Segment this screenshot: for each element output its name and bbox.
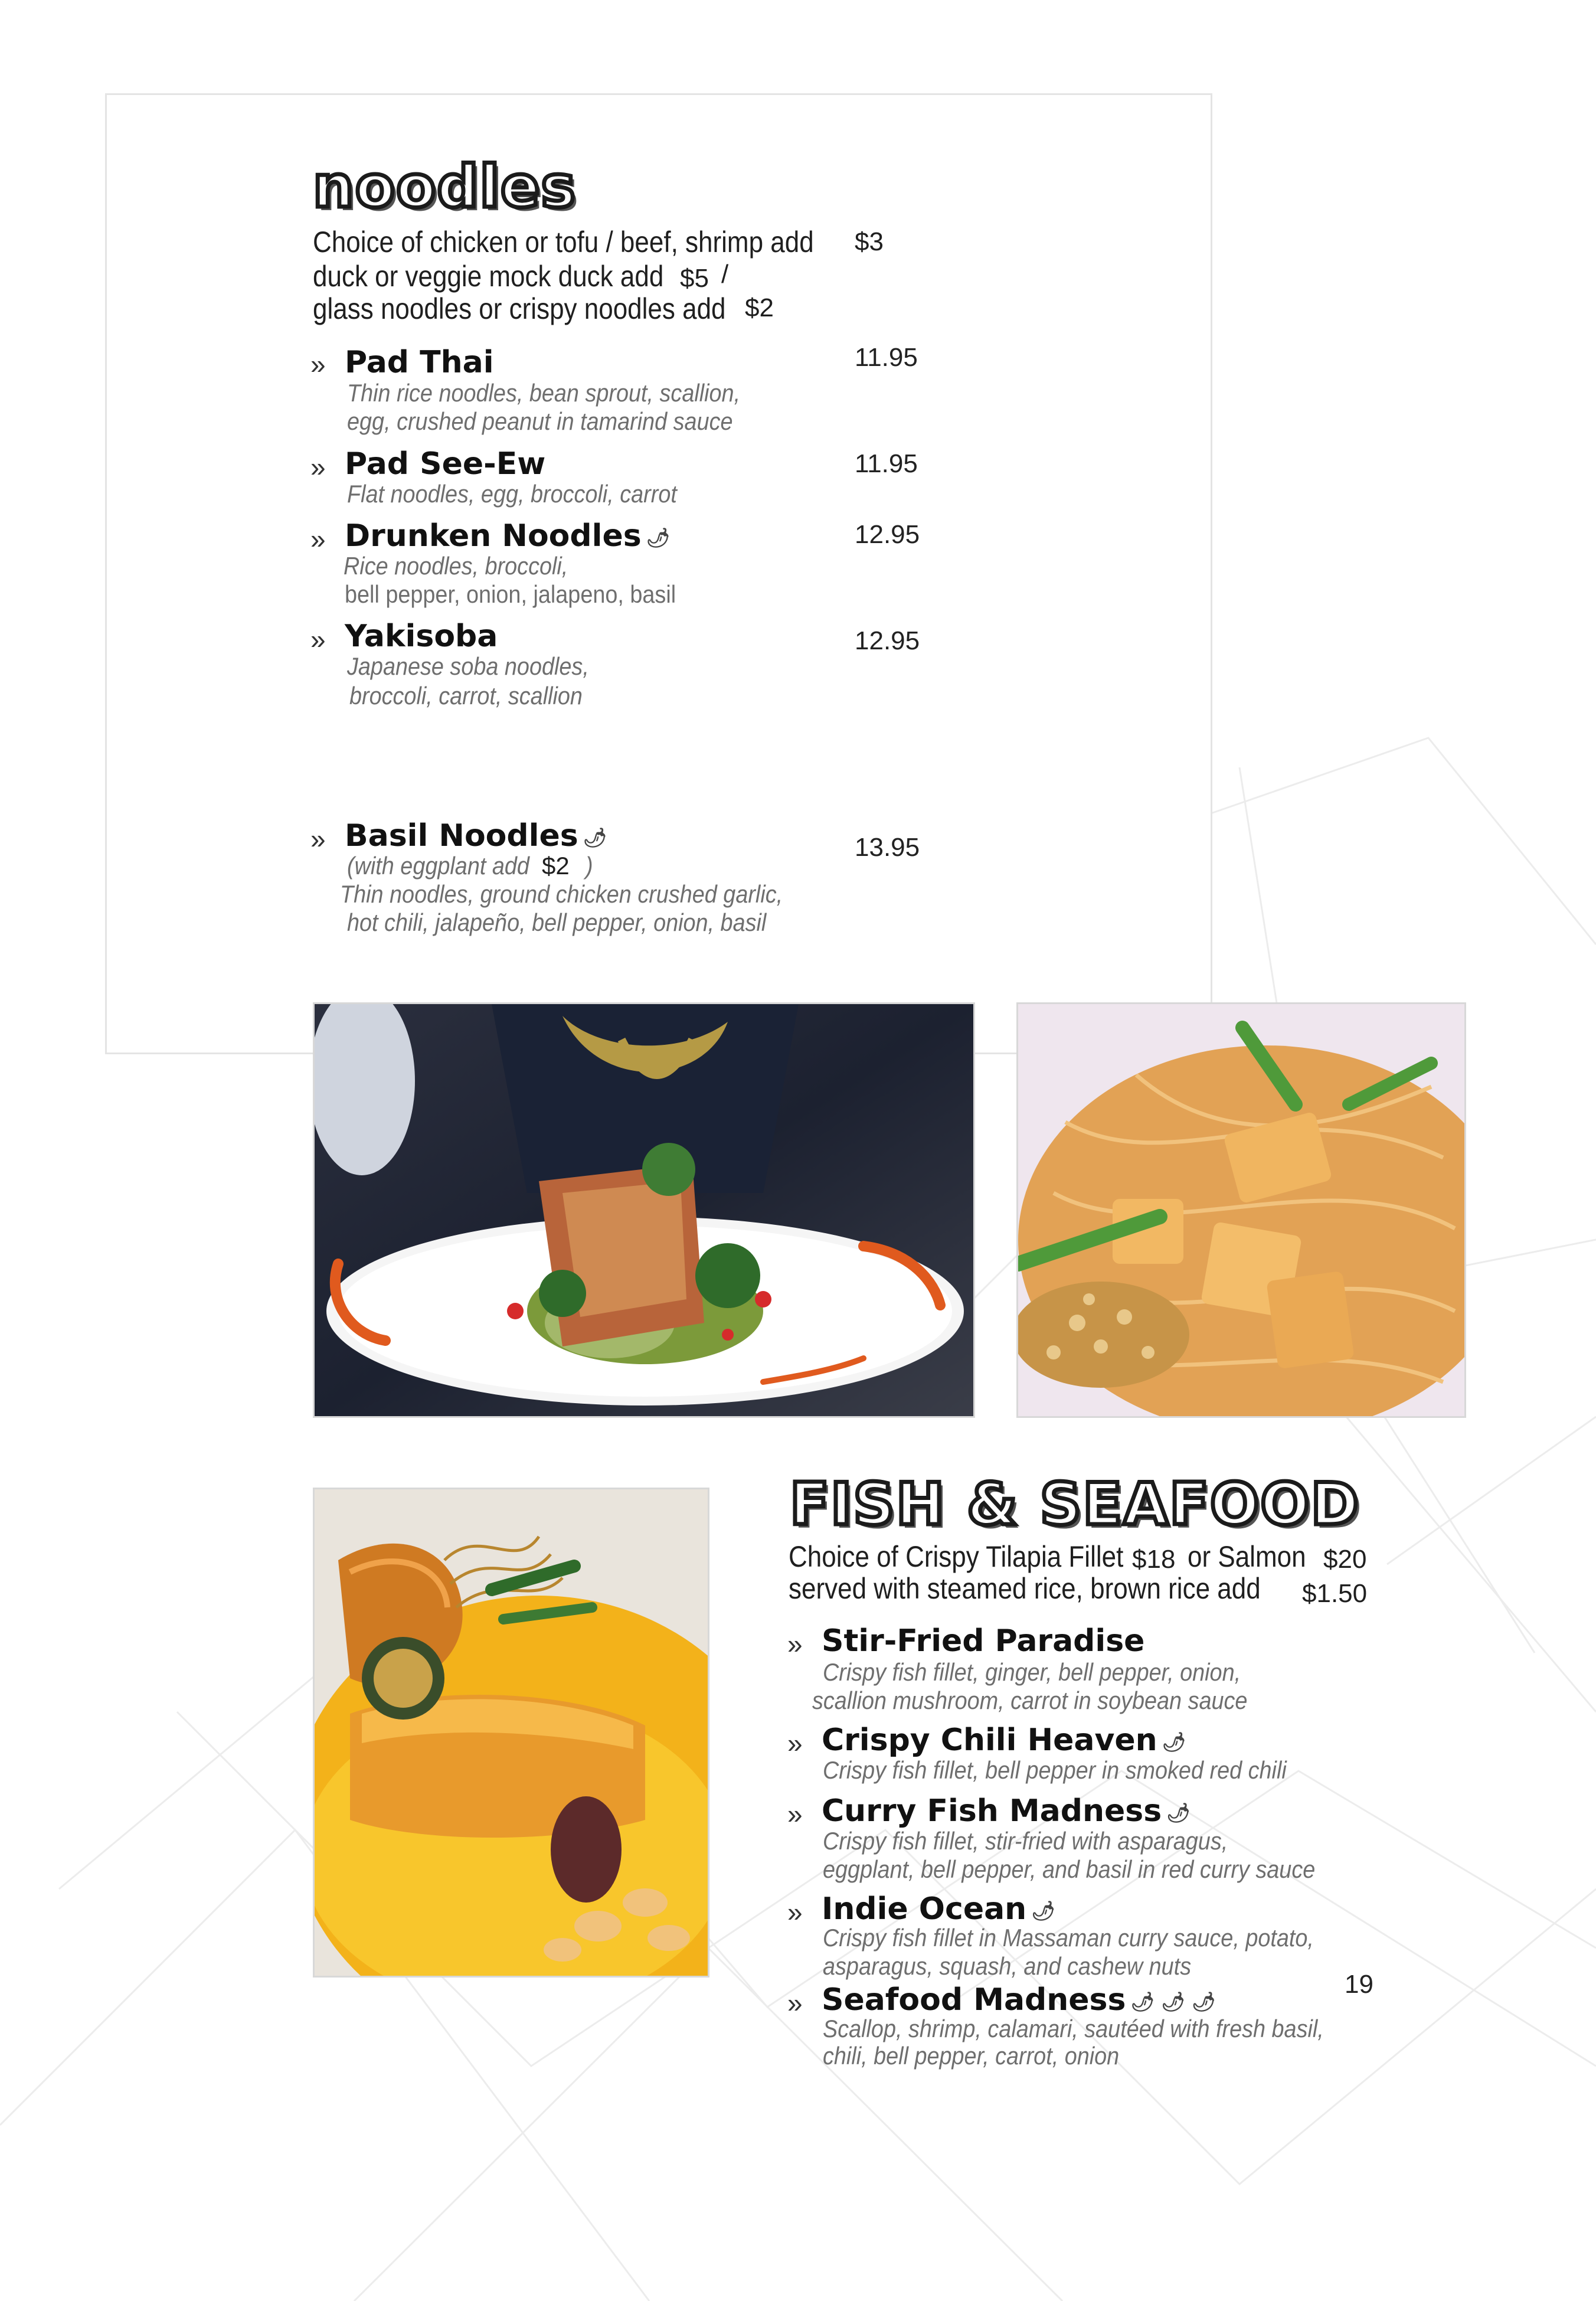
bullet-icon: » bbox=[787, 1897, 803, 1927]
menu-item-name-text: Basil Noodles bbox=[345, 818, 578, 854]
seafood-intro-price-b: $20 bbox=[1323, 1545, 1367, 1574]
bullet-icon: » bbox=[310, 524, 326, 554]
menu-item-description: bell pepper, onion, jalapeno, basil bbox=[345, 580, 676, 608]
menu-item-description: Crispy fish fillet in Massaman curry sauce, potato, bbox=[823, 1924, 1314, 1952]
menu-item-name: Yakisoba bbox=[345, 619, 498, 654]
noodles-title: noodles bbox=[313, 153, 577, 221]
menu-item-price: 13.95 bbox=[855, 833, 920, 862]
menu-item-name-text: Drunken Noodles bbox=[345, 518, 642, 554]
menu-item-description: eggplant, bell pepper, and basil in red curry sauce bbox=[823, 1855, 1316, 1883]
bullet-icon: » bbox=[310, 349, 326, 380]
menu-item-description: broccoli, carrot, scallion bbox=[349, 682, 583, 710]
menu-item-name bbox=[822, 1725, 1186, 1756]
menu-item-description: chili, bell pepper, carrot, onion bbox=[823, 2042, 1120, 2070]
menu-item-description: Scallop, shrimp, calamari, sautéed with fresh basil, bbox=[823, 2015, 1324, 2042]
menu-item-name-text: Seafood Madness bbox=[822, 1982, 1126, 2018]
menu-item-description: Thin rice noodles, bean sprout, scallion, bbox=[347, 379, 741, 407]
seafood-intro-line-1: Choice of Crispy Tilapia Fillet bbox=[789, 1540, 1124, 1573]
dish-photo-plated bbox=[313, 1002, 975, 1418]
menu-item-price: 12.95 bbox=[855, 520, 920, 549]
menu-item-price: 12.95 bbox=[855, 626, 920, 655]
menu-item-description: Thin noodles, ground chicken crushed garlic, bbox=[340, 880, 783, 908]
menu-item-name: Stir-Fried Paradise bbox=[822, 1623, 1145, 1659]
bullet-icon: » bbox=[787, 1629, 803, 1659]
menu-item-price: 11.95 bbox=[855, 449, 918, 478]
menu-item-name bbox=[822, 1891, 1055, 1927]
chili-icon: 🌶 bbox=[646, 527, 671, 549]
noodles-intro-line-3: glass noodles or crispy noodles add bbox=[313, 292, 726, 325]
menu-item-description: Crispy fish fillet, bell pepper in smoked red chili bbox=[823, 1756, 1287, 1784]
menu-item-description: asparagus, squash, and cashew nuts bbox=[823, 1952, 1192, 1980]
seafood-intro-price-a: $18 bbox=[1132, 1545, 1176, 1574]
bullet-icon: » bbox=[787, 1799, 803, 1829]
menu-item-description: Rice noodles, broccoli, bbox=[344, 552, 568, 580]
menu-item-note-end: ) bbox=[586, 852, 593, 880]
menu-item-name bbox=[345, 518, 671, 554]
bullet-icon: » bbox=[310, 823, 326, 854]
menu-item-name-text: Curry Fish Madness bbox=[822, 1793, 1162, 1829]
menu-item-name: Pad See-Ew bbox=[345, 446, 546, 482]
bullet-icon: » bbox=[310, 452, 326, 482]
menu-item-description: Japanese soba noodles, bbox=[347, 652, 589, 680]
bullet-icon: » bbox=[787, 1728, 803, 1759]
dish-photo-pad-thai bbox=[1016, 1002, 1466, 1418]
menu-item-description: Crispy fish fillet, ginger, bell pepper, onion, bbox=[823, 1658, 1241, 1686]
seafood-intro-line-2: served with steamed rice, brown rice add bbox=[789, 1572, 1261, 1605]
seafood-intro-or-salmon: or Salmon bbox=[1188, 1540, 1306, 1573]
chili-icon: 🌶 bbox=[1162, 1731, 1186, 1753]
noodles-intro-price-3: $2 bbox=[745, 293, 774, 322]
bullet-icon: » bbox=[310, 624, 326, 655]
chili-icon: 🌶 bbox=[1031, 1900, 1055, 1922]
menu-item-name-text: Indie Ocean bbox=[822, 1891, 1027, 1927]
menu-item-name: Pad Thai bbox=[345, 345, 494, 380]
page-number: 19 bbox=[1345, 1970, 1373, 1999]
noodles-intro-line-2: duck or veggie mock duck add bbox=[313, 260, 664, 293]
menu-item-name bbox=[822, 1982, 1216, 2018]
noodles-intro-price-1: $3 bbox=[855, 227, 884, 256]
menu-item-description: scallion mushroom, carrot in soybean sauce bbox=[812, 1686, 1248, 1714]
seafood-intro-price-2: $1.50 bbox=[1302, 1579, 1368, 1608]
menu-item-note: (with eggplant add bbox=[347, 852, 529, 880]
noodles-intro-price-2: $5 bbox=[680, 264, 709, 293]
menu-item-name-text: Crispy Chili Heaven bbox=[822, 1723, 1157, 1758]
menu-item-note-price: $2 bbox=[542, 852, 570, 880]
noodles-intro-separator: / bbox=[721, 260, 729, 289]
menu-item-name bbox=[822, 1793, 1191, 1829]
chili-icon: 🌶 bbox=[583, 826, 607, 849]
menu-item-description: Flat noodles, egg, broccoli, carrot bbox=[347, 480, 677, 508]
menu-item-name bbox=[345, 818, 607, 854]
noodles-intro-line-1: Choice of chicken or tofu / beef, shrimp add bbox=[313, 225, 814, 259]
bullet-icon: » bbox=[787, 1988, 803, 2018]
menu-item-description: hot chili, jalapeño, bell pepper, onion, basil bbox=[347, 908, 767, 936]
menu-item-price: 11.95 bbox=[855, 343, 918, 372]
menu-item-description: egg, crushed peanut in tamarind sauce bbox=[347, 407, 733, 435]
dish-photo-fish-curry bbox=[313, 1488, 709, 1978]
menu-item-description: Crispy fish fillet, stir-fried with asparagus, bbox=[823, 1827, 1228, 1855]
chili-icon: 🌶 🌶 🌶 bbox=[1130, 1991, 1216, 2013]
seafood-title: FISH & SEAFOOD bbox=[790, 1471, 1360, 1538]
chili-icon: 🌶 bbox=[1166, 1802, 1191, 1824]
